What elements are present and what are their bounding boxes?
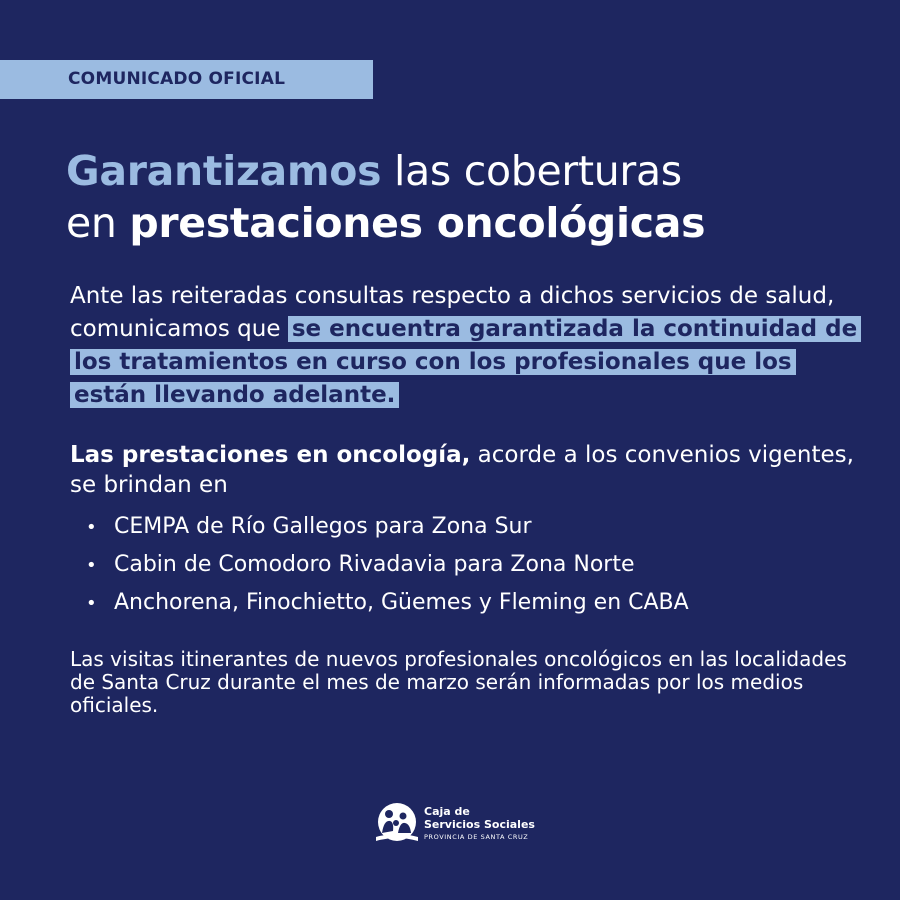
list-item <box>86 584 866 622</box>
logo-line3: PROVINCIA DE SANTA CRUZ <box>424 832 529 841</box>
bullet-icon: • <box>86 555 97 576</box>
headline-line2-prefix: en <box>66 199 130 247</box>
headline-line1-rest: las coberturas <box>381 147 682 195</box>
prestaciones-rest: acorde a los convenios vigentes, se brindan en <box>70 442 854 498</box>
bullet-icon: • <box>86 517 97 538</box>
prestaciones-paragraph <box>70 440 860 500</box>
headline-line2-bold: prestaciones oncológicas <box>129 199 706 247</box>
prestaciones-bold: Las prestaciones en oncología, <box>70 442 471 468</box>
intro-highlight: se encuentra garantizada la continuidad de los tratamientos en curso con los profesionales que los están llevando adelante. <box>70 316 861 408</box>
centers-list <box>86 508 866 622</box>
headline <box>66 145 866 249</box>
list-item <box>86 546 866 584</box>
list-item-text: Anchorena, Finochietto, Güemes y Fleming en CABA <box>114 590 689 615</box>
css-logo <box>374 800 535 848</box>
bullet-icon: • <box>86 593 97 614</box>
list-item-text: Cabin de Comodoro Rivadavia para Zona Norte <box>114 552 635 577</box>
family-logo-icon <box>374 801 420 847</box>
headline-accent: Garantizamos <box>66 147 382 195</box>
logo-line1: Caja de <box>424 804 470 818</box>
list-item-text: CEMPA de Río Gallegos para Zona Sur <box>114 514 532 539</box>
intro-text: Ante las reiteradas consultas respecto a dichos servicios de salud, comunicamos que <box>70 283 835 342</box>
intro-paragraph <box>70 280 860 412</box>
visits-paragraph: Las visitas itinerantes de nuevos profesionales oncológicos en las localidades de Santa Cruz durante el mes de marzo serán informadas por los medios oficiales. <box>70 647 847 717</box>
official-statement-tag: COMUNICADO OFICIAL <box>0 60 373 99</box>
list-item <box>86 508 866 546</box>
logo-line2: Servicios Sociales <box>424 817 535 831</box>
logo-text <box>424 805 535 844</box>
